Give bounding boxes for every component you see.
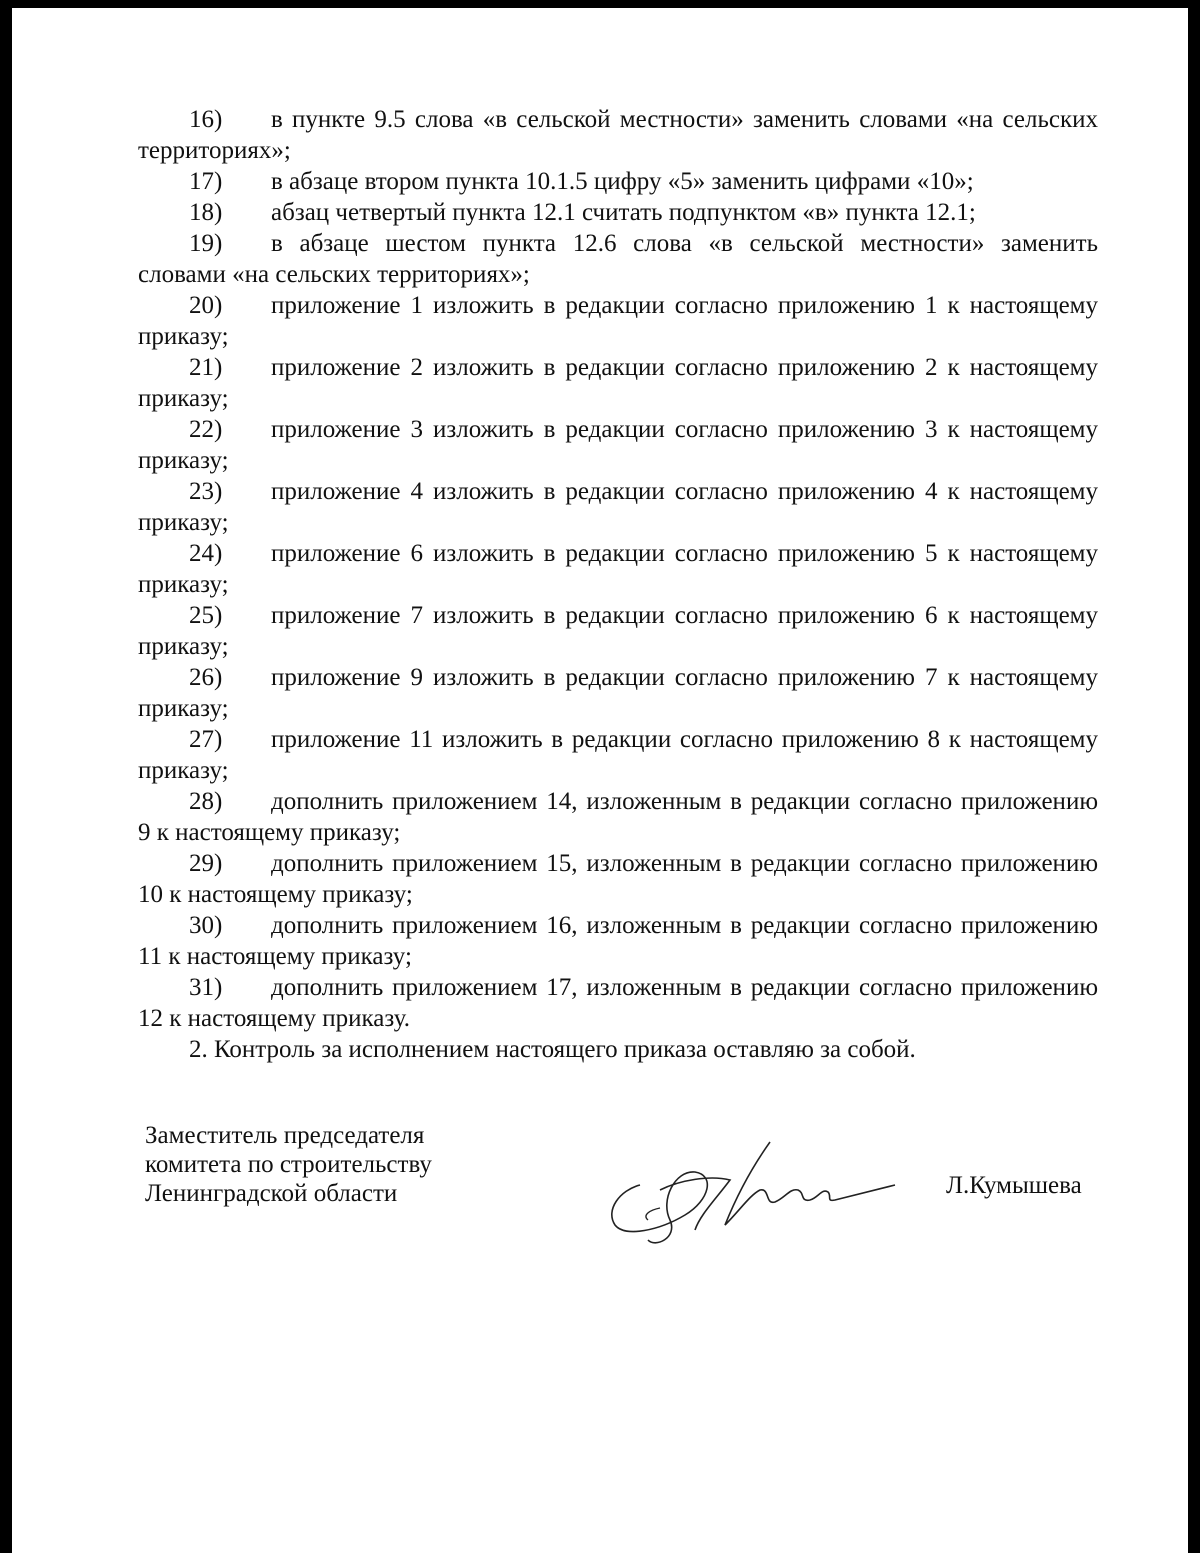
- item-number: 26): [189, 664, 223, 691]
- item-text: дополнить приложением 17, изложенным в редакции согласно приложению 12 к настоящему приказу.: [138, 974, 1098, 1032]
- item-number: 31): [189, 974, 223, 1001]
- signer-name: Л.Кумышева: [946, 1172, 1082, 1199]
- item-number: 24): [189, 540, 223, 567]
- item-number: 20): [189, 292, 223, 319]
- item-text: приложение 3 изложить в редакции согласно приложению 3 к настоящему приказу;: [138, 416, 1098, 474]
- signatory-title-line: Заместитель председателя: [145, 1122, 425, 1149]
- signatory-title-line: комитета по строительству: [145, 1151, 432, 1178]
- list-item: [138, 228, 1098, 290]
- item-text: в пункте 9.5 слова «в сельской местности» заменить словами «на сельских территориях»;: [138, 106, 1098, 164]
- list-item: [138, 724, 1098, 786]
- item-number: 19): [189, 230, 223, 257]
- item-text: дополнить приложением 16, изложенным в редакции согласно приложению 11 к настоящему приказу;: [138, 912, 1098, 970]
- list-item: [138, 414, 1098, 476]
- list-item: [138, 662, 1098, 724]
- list-item: [138, 104, 1098, 166]
- item-text: приложение 9 изложить в редакции согласно приложению 7 к настоящему приказу;: [138, 664, 1098, 722]
- item-text: дополнить приложением 15, изложенным в редакции согласно приложению 10 к настоящему приказу;: [138, 850, 1098, 908]
- item-text: приложение 6 изложить в редакции согласно приложению 5 к настоящему приказу;: [138, 540, 1098, 598]
- item-text: дополнить приложением 14, изложенным в редакции согласно приложению 9 к настоящему приказу;: [138, 788, 1098, 846]
- list-item: [138, 600, 1098, 662]
- signatory-title-line: Ленинградской области: [145, 1180, 398, 1207]
- item-text: приложение 1 изложить в редакции согласно приложению 1 к настоящему приказу;: [138, 292, 1098, 350]
- item-number: 25): [189, 602, 223, 629]
- item-number: 27): [189, 726, 223, 753]
- list-item: [138, 910, 1098, 972]
- list-item: [138, 290, 1098, 352]
- item-number: 23): [189, 478, 223, 505]
- item-text: приложение 11 изложить в редакции согласно приложению 8 к настоящему приказу;: [138, 726, 1098, 784]
- document-body: [138, 104, 1098, 1065]
- closing-paragraph: 2. Контроль за исполнением настоящего приказа оставляю за собой.: [189, 1036, 916, 1063]
- item-text: абзац четвертый пункта 12.1 считать подпунктом «в» пункта 12.1;: [271, 199, 976, 226]
- list-item: [138, 786, 1098, 848]
- item-number: 28): [189, 788, 223, 815]
- list-item: [138, 538, 1098, 600]
- list-item: [138, 352, 1098, 414]
- item-text: приложение 4 изложить в редакции согласно приложению 4 к настоящему приказу;: [138, 478, 1098, 536]
- item-text: в абзаце втором пункта 10.1.5 цифру «5» заменить цифрами «10»;: [271, 168, 974, 195]
- item-number: 30): [189, 912, 223, 939]
- item-number: 16): [189, 106, 223, 133]
- item-number: 29): [189, 850, 223, 877]
- list-item: [138, 848, 1098, 910]
- item-number: 17): [189, 168, 223, 195]
- list-item: [138, 166, 1098, 197]
- list-item: [138, 476, 1098, 538]
- item-number: 18): [189, 199, 223, 226]
- item-text: в абзаце шестом пункта 12.6 слова «в сельской местности» заменить словами «на сельских территориях»;: [138, 230, 1098, 288]
- item-number: 21): [189, 354, 223, 381]
- list-item: [138, 972, 1098, 1034]
- item-number: 22): [189, 416, 223, 443]
- list-item: [138, 197, 1098, 228]
- item-text: приложение 2 изложить в редакции согласно приложению 2 к настоящему приказу;: [138, 354, 1098, 412]
- item-text: приложение 7 изложить в редакции согласно приложению 6 к настоящему приказу;: [138, 602, 1098, 660]
- handwritten-signature: [600, 1130, 900, 1250]
- signatory-title: [145, 1121, 432, 1208]
